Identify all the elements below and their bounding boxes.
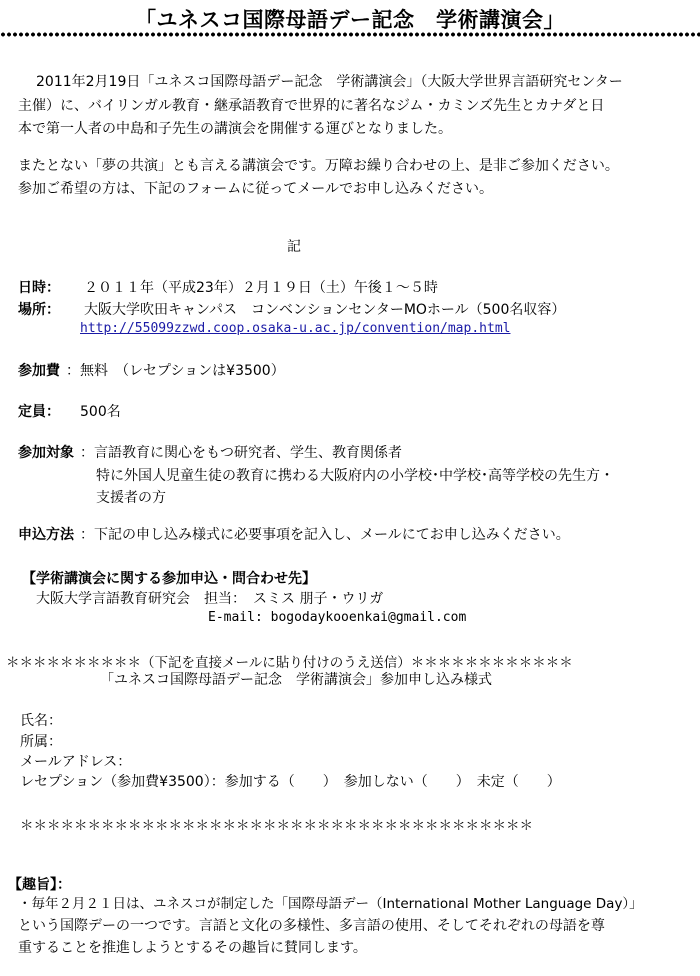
- fee-value: ：無料 （レセプションは¥3500）: [66, 363, 285, 379]
- intro-line-2: 主催）に、バイリンガル教育・継承語教育で世界的に著名なジム・カミンズ先生とカナダと日: [18, 98, 605, 114]
- contact-heading: 【学術講演会に関する参加申込・問合わせ先】: [22, 571, 316, 587]
- form-title: 「ユネスコ国際母語デー記念 学術講演会」参加申し込み様式: [100, 672, 492, 688]
- intro-line-3: 本で第一人者の中島和子先生の講演会を開催する運びとなりました。: [18, 121, 452, 137]
- apply-value: ：下記の申し込み様式に必要事項を記入し、メールにてお申し込みください。: [80, 527, 570, 543]
- fee-label: 参加費: [18, 363, 60, 379]
- form-affiliation: 所属：: [20, 734, 62, 750]
- capacity-label: 定員：: [18, 404, 60, 420]
- datetime-value: ２０１１年（平成23年）２月１９日（土）午後１～５時: [84, 280, 438, 296]
- purpose-line-2: という国際デーの一つです。言語と文化の多様性、多言語の使用、そしてそれぞれの母語を尊: [18, 918, 605, 934]
- contact-email: E-mail: bogodaykooenkai@gmail.com: [208, 610, 467, 625]
- target-line-3: 支援者の方: [96, 490, 166, 506]
- ki-heading: 記: [287, 239, 301, 255]
- dotted-divider: [0, 32, 700, 37]
- form-name: 氏名：: [20, 713, 62, 729]
- target-label: 参加対象: [18, 445, 74, 461]
- intro-line-1: 2011年2月19日「ユネスコ国際母語デー記念 学術講演会」（大阪大学世界言語研究センター: [36, 74, 623, 90]
- capacity-value: 500名: [80, 404, 121, 420]
- form-stars-header: ＊＊＊＊＊＊＊＊＊＊（下記を直接メールに貼り付けのうえ送信）＊＊＊＊＊＊＊＊＊＊＊＊: [6, 655, 573, 671]
- apply-label: 申込方法: [18, 527, 74, 543]
- intro-line-4: またとない「夢の共演」とも言える講演会です。万障お繰り合わせの上、是非ご参加ください。: [18, 158, 619, 174]
- form-email: メールアドレス：: [20, 754, 132, 770]
- intro-line-5: 参加ご希望の方は、下記のフォームに従ってメールでお申し込みください。: [18, 181, 494, 197]
- form-reception: レセプション（参加費¥3500）：参加する（ ） 参加しない（ ） 未定（ ）: [20, 774, 561, 790]
- purpose-line-1: ・毎年２月２１日は、ユネスコが制定した「国際母語デー（International Mother Language Day）」: [18, 896, 643, 912]
- page-title: 「ユネスコ国際母語デー記念 学術講演会」: [135, 8, 565, 32]
- form-stars-footer: ＊＊＊＊＊＊＊＊＊＊＊＊＊＊＊＊＊＊＊＊＊＊＊＊＊＊＊＊＊＊＊＊＊＊＊＊＊＊: [20, 818, 533, 834]
- venue-map-link[interactable]: http://55099zzwd.coop.osaka-u.ac.jp/convention/map.html: [80, 321, 511, 336]
- place-value: 大阪大学吹田キャンパス コンベンションセンターMOホール（500名収容）: [84, 302, 566, 318]
- contact-org: 大阪大学言語教育研究会 担当： スミス 朋子・ウリガ: [36, 591, 384, 607]
- target-line-2: 特に外国人児童生徒の教育に携わる大阪府内の小学校･中学校･高等学校の先生方・: [96, 468, 614, 484]
- place-label: 場所：: [18, 302, 60, 318]
- purpose-line-3: 重することを推進しようとするその趣旨に賛同します。: [18, 940, 367, 956]
- target-line-1: ：言語教育に関心をもつ研究者、学生、教育関係者: [80, 445, 402, 461]
- datetime-label: 日時：: [18, 280, 60, 296]
- purpose-heading: 【趣旨】：: [8, 877, 71, 893]
